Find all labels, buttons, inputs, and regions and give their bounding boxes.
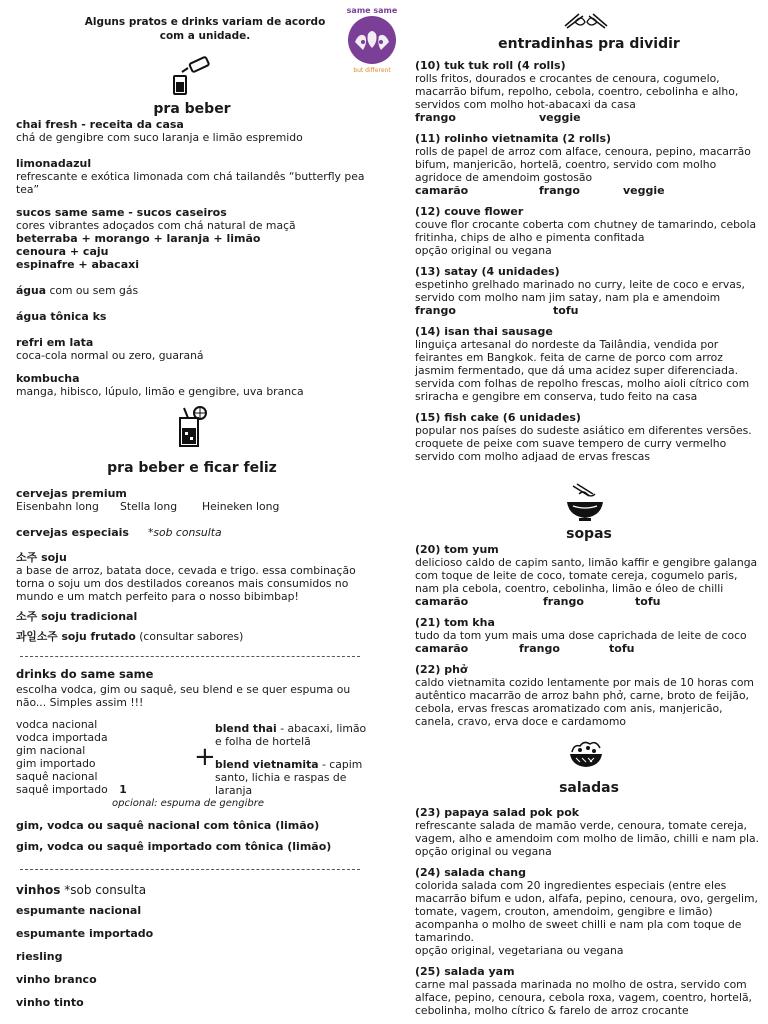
soju-fruit-note: (consultar sabores) <box>139 630 244 643</box>
juice-option: cenoura + caju <box>16 245 109 258</box>
menu-item <box>415 543 763 608</box>
pra-beber-feliz-title: pra beber e ficar feliz <box>107 460 277 476</box>
option-label: frango <box>543 595 584 608</box>
base-option: gim nacional <box>16 744 86 757</box>
refri-desc: coca-cola normal ou zero, guaraná <box>16 349 204 362</box>
base-option: vodca importada <box>16 731 108 744</box>
blend-thai <box>215 722 367 748</box>
menu-item-desc: delicioso caldo de capim santo, limão kaffir e gengibre galanga com toque de leite de coco, tomate cereja, cogumelo paris, nam pla cebola, coentro, cebolinha, limão e óleo de chilli <box>415 556 758 595</box>
entradinhas-list <box>415 59 763 463</box>
juice-option: espinafre + abacaxi <box>16 258 139 271</box>
menu-item <box>415 866 763 957</box>
beer-option: Heineken long <box>202 500 280 513</box>
plus-sign: + <box>194 742 216 772</box>
blend-viet-title: blend vietnamita <box>215 758 319 771</box>
menu-item-options <box>415 642 763 655</box>
left-column <box>16 0 398 1024</box>
option-label: tofu <box>635 595 661 608</box>
menu-item <box>415 616 763 655</box>
unit-variation-note: Alguns pratos e drinks variam de acordo com a unidade. <box>84 16 326 42</box>
sopas-list <box>415 543 763 728</box>
menu-item-title: (22) phở <box>415 663 468 676</box>
wine-option: espumante nacional <box>16 904 142 917</box>
special-beers-title: cervejas especiais <box>16 526 129 539</box>
agua-line <box>16 284 368 297</box>
drinks-block <box>16 668 368 709</box>
soju-block <box>16 551 368 643</box>
menu-item-desc: popular nos países do sudeste asiático em diferentes versões. croquete de peixe com suave tempero de curry vermelho servido com molho adjaad de ervas frescas <box>415 424 752 463</box>
menu-item-title: (25) salada yam <box>415 965 515 978</box>
menu-item-title: (15) fish cake (6 unidades) <box>415 411 581 424</box>
juice-option: beterraba + morango + laranja + limão <box>16 232 261 245</box>
menu-item-desc: rolls fritos, dourados e crocantes de cenoura, cogumelo, macarrão bifum, repolho, cebola, coentro, cebolinha e alho, servidos com molho hot-abacaxi da casa <box>415 72 739 111</box>
divider <box>20 869 360 870</box>
wines-note: *sob consulta <box>64 883 147 897</box>
saladas-list <box>415 806 763 1017</box>
wine-option: vinho branco <box>16 973 97 986</box>
menu-item-title: (20) tom yum <box>415 543 499 556</box>
premium-beers-title: cervejas premium <box>16 487 127 500</box>
agua-desc: com ou sem gás <box>49 284 139 297</box>
beers-block <box>16 487 368 539</box>
menu-item-title: (10) tuk tuk roll (4 rolls) <box>415 59 566 72</box>
special-beers-line <box>16 526 368 539</box>
wines-header <box>16 883 368 897</box>
soju-fruit-title: 과일소주 soju frutado <box>16 630 136 643</box>
menu-item-desc: couve flor crocante coberta com chutney de tamarindo, cebola fritinha, chips de alho e pimenta confitada opção original ou vegana <box>415 218 757 257</box>
drink-desc: chá de gengibre com suco laranja e limão espremido <box>16 131 303 144</box>
option-label: tofu <box>609 642 635 655</box>
option-label: camarão <box>415 595 469 608</box>
drink-title: sucos same same - sucos caseiros <box>16 206 227 219</box>
option-label: frango <box>415 304 456 317</box>
menu-item-desc: caldo vietnamita cozido lentamente por mais de 10 horas com autêntico macarrão de arroz bahn phở, carne, broto de feijão, cebola, ervas frescas aromatizado com anis, manjericão, canela, cravo, erva doce e cardamomo <box>415 676 754 728</box>
drink-desc: cores vibrantes adoçados com chá natural de maçã <box>16 219 296 232</box>
logo-bottom-text: but different <box>353 67 391 74</box>
menu-item-options <box>415 111 763 124</box>
option-label: camarão <box>415 642 469 655</box>
menu-item-desc: rolls de papel de arroz com alface, cenoura, pepino, macarrão bifum, manjericão, hortelã, coentro, servido com molho agridoce de amendoim gostosão <box>415 145 751 184</box>
option-label: veggie <box>623 184 665 197</box>
blend-thai-desc: - abacaxi, limão e folha de hortelã <box>215 722 367 748</box>
drink-bases <box>16 718 166 796</box>
soju-fruit-line <box>16 630 368 643</box>
menu-item-desc: linguiça artesanal do nordeste da Tailândia, vendida por feirantes em Bangkok. feita de carne de porco com arroz jasmim fermentado, que dá uma acidez super diferenciada. servida com folhas de repolho frescas, molho aioli cítrico com sriracha e gengibre em conserva, tudo feito na casa <box>415 338 750 403</box>
premium-beers-list <box>16 500 368 513</box>
base-option: saquê importado <box>16 783 108 796</box>
wine-option: vinho tinto <box>16 996 84 1009</box>
option-label: veggie <box>539 111 581 124</box>
logo-top-text: same same <box>346 6 398 15</box>
tonic-national: gim, vodca ou saquê nacional com tônica (limão) <box>16 819 320 832</box>
entradinhas-title: entradinhas pra dividir <box>498 36 680 52</box>
menu-item <box>415 265 763 317</box>
option-label: frango <box>539 184 580 197</box>
drinks-desc: escolha vodca, gim ou saquê, seu blend e se quer espuma ou não... Simples assim !!! <box>16 683 351 709</box>
sopas-title: sopas <box>566 526 612 542</box>
drinks-title: drinks do same same <box>16 667 154 681</box>
menu-item <box>415 205 763 257</box>
menu-item-title: (24) salada chang <box>415 866 526 879</box>
base-option-last <box>16 783 166 796</box>
option-label: tofu <box>553 304 579 317</box>
saladas-title: saladas <box>559 780 619 796</box>
soju-desc: a base de arroz, batata doce, cevada e trigo. essa combinação torna o soju um dos destilados coreanos mais consumidos no mundo e um match perfeito para o nosso bibimbap! <box>16 564 356 603</box>
drink-title: chai fresh - receita da casa <box>16 118 184 131</box>
menu-item-desc: refrescante salada de mamão verde, cenoura, tomate cereja, vagem, alho e amendoim com molho de limão, chilli e nam pla. opção original ou vegana <box>415 819 760 858</box>
tonic-imported: gim, vodca ou saquê importado com tônica (limão) <box>16 840 332 853</box>
salad-bowl-icon <box>568 740 604 770</box>
menu-item <box>415 663 763 728</box>
wine-option: riesling <box>16 950 63 963</box>
option-label: frango <box>415 111 456 124</box>
base-option: gim importado <box>16 757 96 770</box>
soju-traditional: 소주 soju tradicional <box>16 610 138 623</box>
pouring-bottle-icon <box>170 56 214 96</box>
noodle-bowl-icon <box>563 482 607 522</box>
base-option: vodca nacional <box>16 718 98 731</box>
soju-title: 소주 soju <box>16 551 67 564</box>
pra-beber-list <box>16 118 368 398</box>
blend-viet-desc: - capim santo, lichia e raspas de laranja <box>215 758 363 797</box>
wine-option: espumante importado <box>16 927 154 940</box>
menu-item-desc: colorida salada com 20 ingredientes especiais (entre eles macarrão bifum e udon, alfafa, pepino, cenoura, ovo, gergelim, tomate, vagem, crouton, amendoim, gengibre e limão) acompanha o molho de sweet chilli e nam pla com toque de tamarindo. opção original, vegetariana ou vegana <box>415 879 758 957</box>
drink-title: limonadazul <box>16 157 92 170</box>
beer-option: Eisenbahn long <box>16 500 99 513</box>
menu-item <box>415 965 763 1017</box>
menu-item-desc: tudo da tom yum mais uma dose caprichada de leite de coco <box>415 629 747 642</box>
menu-item <box>415 806 763 858</box>
menu-item-desc: carne mal passada marinada no molho de ostra, servido com alface, pepino, cenoura, cebola roxa, vagem, coentro, hortelã, cebolinha, molho cítrico & farelo de arroz crocante <box>415 978 752 1017</box>
menu-item-title: (12) couve flower <box>415 205 524 218</box>
menu-item-title: (13) satay (4 unidades) <box>415 265 560 278</box>
menu-item-options <box>415 304 763 317</box>
wines-title: vinhos <box>16 883 61 897</box>
menu-item-title: (11) rolinho vietnamita (2 rolls) <box>415 132 612 145</box>
chopsticks-hands-icon <box>561 6 611 32</box>
menu-item <box>415 411 763 463</box>
menu-item-title: (23) papaya salad pok pok <box>415 806 580 819</box>
menu-item-title: (14) isan thai sausage <box>415 325 553 338</box>
optional-foam: opcional: espuma de gengibre <box>112 798 265 809</box>
refri-title: refri em lata <box>16 336 94 349</box>
menu-item-desc: espetinho grelhado marinado no curry, leite de coco e ervas, servido com molho nam jim satay, nam pla e amendoim <box>415 278 745 304</box>
divider <box>20 656 360 657</box>
menu-item-options <box>415 595 763 608</box>
agua-tonica: água tônica ks <box>16 310 107 323</box>
kombucha-desc: manga, hibisco, lúpulo, limão e gengibre, uva branca <box>16 385 304 398</box>
menu-item <box>415 132 763 197</box>
menu-item-title: (21) tom kha <box>415 616 495 629</box>
base-option: saquê nacional <box>16 770 98 783</box>
blend-thai-title: blend thai <box>215 722 277 735</box>
pra-beber-title: pra beber <box>153 101 231 117</box>
drink-desc: refrescante e exótica limonada com chá tailandês “butterfly pea tea” <box>16 170 365 196</box>
option-label: camarão <box>415 184 469 197</box>
menu-item-options <box>415 184 763 197</box>
menu-item <box>415 325 763 403</box>
agua-title: água <box>16 284 46 297</box>
base-mark: 1 <box>119 783 127 796</box>
option-label: frango <box>519 642 560 655</box>
beer-option: Stella long <box>120 500 178 513</box>
blend-vietnamita <box>215 758 367 797</box>
cocktail-glass-icon <box>174 404 210 448</box>
kombucha-title: kombucha <box>16 372 80 385</box>
right-column <box>415 0 763 1024</box>
same-same-logo <box>341 4 403 72</box>
special-beers-note: *sob consulta <box>148 526 222 539</box>
menu-item <box>415 59 763 124</box>
wines-block <box>16 883 368 1009</box>
blends <box>215 722 367 797</box>
